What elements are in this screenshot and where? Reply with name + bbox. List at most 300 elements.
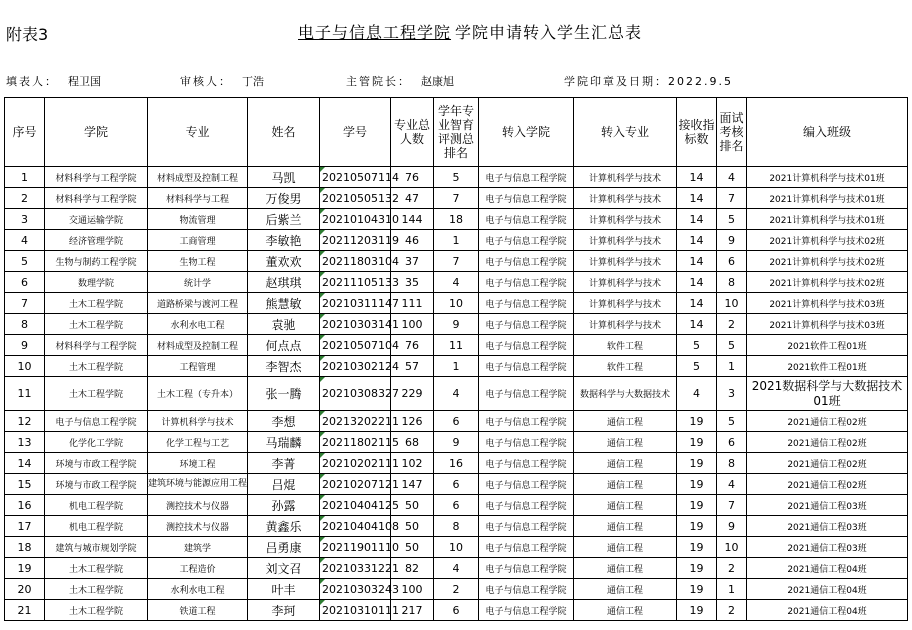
row-college: 材料科学与工程学院 <box>45 335 148 356</box>
preparer-label: 填表人： <box>6 75 58 88</box>
preparer-value: 程卫国 <box>68 75 101 88</box>
row-target-college: 电子与信息工程学院 <box>479 356 574 377</box>
row-class: 2021通信工程03班 <box>747 516 908 537</box>
row-target-college: 电子与信息工程学院 <box>479 411 574 432</box>
row-college: 土木工程学院 <box>45 314 148 335</box>
row-name: 叶丰 <box>248 579 320 600</box>
row-class: 2021计算机科学与技术03班 <box>747 293 908 314</box>
table-row <box>5 293 908 314</box>
row-rank: 4 <box>434 558 479 579</box>
row-college: 数理学院 <box>45 272 148 293</box>
row-interview-rank: 4 <box>717 167 747 188</box>
row-interview-rank: 10 <box>717 537 747 558</box>
row-index: 10 <box>5 356 45 377</box>
row-major: 化学工程与工艺 <box>148 432 248 453</box>
row-major: 工程管理 <box>148 356 248 377</box>
row-class: 2021计算机科学与技术01班 <box>747 209 908 230</box>
row-quota: 5 <box>677 335 717 356</box>
row-rank: 4 <box>434 272 479 293</box>
row-major: 工商管理 <box>148 230 248 251</box>
row-rank: 10 <box>434 537 479 558</box>
row-major: 材料成型及控制工程 <box>148 335 248 356</box>
row-quota: 5 <box>677 356 717 377</box>
row-target-major: 通信工程 <box>574 516 677 537</box>
row-major-total: 37 <box>391 251 434 272</box>
row-target-major: 计算机科学与技术 <box>574 251 677 272</box>
row-major: 建筑学 <box>148 537 248 558</box>
row-interview-rank: 10 <box>717 293 747 314</box>
row-class: 2021通信工程02班 <box>747 474 908 495</box>
row-rank: 2 <box>434 579 479 600</box>
row-target-major: 通信工程 <box>574 453 677 474</box>
row-target-college: 电子与信息工程学院 <box>479 188 574 209</box>
table-row <box>5 495 908 516</box>
row-student-id: 20210311147 <box>320 293 391 314</box>
row-index: 19 <box>5 558 45 579</box>
row-student-id: 20210207121 <box>320 474 391 495</box>
row-major: 建筑环境与能源应用工程 <box>148 474 248 495</box>
row-target-college: 电子与信息工程学院 <box>479 209 574 230</box>
row-index: 20 <box>5 579 45 600</box>
row-index: 7 <box>5 293 45 314</box>
row-class: 2021计算机科学与技术02班 <box>747 251 908 272</box>
row-rank: 1 <box>434 356 479 377</box>
row-major: 环境工程 <box>148 453 248 474</box>
row-student-id: 20210507114 <box>320 167 391 188</box>
row-name: 黄鑫乐 <box>248 516 320 537</box>
table-row <box>5 537 908 558</box>
preparer-field <box>6 73 101 89</box>
row-major-total: 144 <box>391 209 434 230</box>
row-major: 物流管理 <box>148 209 248 230</box>
row-target-major: 计算机科学与技术 <box>574 230 677 251</box>
row-major: 测控技术与仪器 <box>148 516 248 537</box>
header-target-major: 转入专业 <box>574 98 677 167</box>
header-quota: 接收指标数 <box>677 98 717 167</box>
title-suffix: 学院申请转入学生汇总表 <box>455 23 643 42</box>
table-row <box>5 453 908 474</box>
row-name: 张一腾 <box>248 377 320 411</box>
row-name: 吕焜 <box>248 474 320 495</box>
row-index: 13 <box>5 432 45 453</box>
row-major-total: 100 <box>391 314 434 335</box>
row-rank: 6 <box>434 495 479 516</box>
row-major-total: 82 <box>391 558 434 579</box>
row-target-college: 电子与信息工程学院 <box>479 230 574 251</box>
row-major-total: 50 <box>391 537 434 558</box>
header-major-total: 专业总人数 <box>391 98 434 167</box>
row-target-major: 通信工程 <box>574 411 677 432</box>
row-class: 2021通信工程04班 <box>747 600 908 621</box>
row-name: 赵琪琪 <box>248 272 320 293</box>
row-college: 交通运输学院 <box>45 209 148 230</box>
row-major-total: 50 <box>391 516 434 537</box>
row-college: 土木工程学院 <box>45 558 148 579</box>
row-interview-rank: 8 <box>717 272 747 293</box>
row-major-total: 126 <box>391 411 434 432</box>
row-student-id: 20211802115 <box>320 432 391 453</box>
row-student-id: 20210507104 <box>320 335 391 356</box>
row-target-major: 通信工程 <box>574 474 677 495</box>
row-college: 环境与市政工程学院 <box>45 453 148 474</box>
row-class: 2021软件工程01班 <box>747 356 908 377</box>
row-major: 测控技术与仪器 <box>148 495 248 516</box>
row-quota: 14 <box>677 230 717 251</box>
row-class: 2021通信工程02班 <box>747 411 908 432</box>
row-quota: 19 <box>677 453 717 474</box>
row-name: 何点点 <box>248 335 320 356</box>
row-college: 化学化工学院 <box>45 432 148 453</box>
row-student-id: 20211901110 <box>320 537 391 558</box>
row-target-college: 电子与信息工程学院 <box>479 579 574 600</box>
appendix-label: 附表3 <box>6 25 49 44</box>
table-row <box>5 167 908 188</box>
row-student-id: 20210308327 <box>320 377 391 411</box>
row-college: 土木工程学院 <box>45 579 148 600</box>
row-student-id: 20211105133 <box>320 272 391 293</box>
row-student-id: 20210505132 <box>320 188 391 209</box>
row-target-college: 电子与信息工程学院 <box>479 251 574 272</box>
row-rank: 11 <box>434 335 479 356</box>
row-target-college: 电子与信息工程学院 <box>479 293 574 314</box>
transfer-summary-table <box>4 97 908 621</box>
row-name: 李珂 <box>248 600 320 621</box>
row-major-total: 57 <box>391 356 434 377</box>
row-quota: 14 <box>677 188 717 209</box>
row-interview-rank: 5 <box>717 209 747 230</box>
row-quota: 14 <box>677 167 717 188</box>
row-student-id: 20210303141 <box>320 314 391 335</box>
header-target-college: 转入学院 <box>479 98 574 167</box>
row-target-college: 电子与信息工程学院 <box>479 558 574 579</box>
row-target-major: 通信工程 <box>574 579 677 600</box>
row-major: 材料成型及控制工程 <box>148 167 248 188</box>
reviewer-field <box>180 73 264 89</box>
row-major-total: 46 <box>391 230 434 251</box>
header-index: 序号 <box>5 98 45 167</box>
row-class: 2021通信工程04班 <box>747 579 908 600</box>
row-interview-rank: 5 <box>717 411 747 432</box>
row-interview-rank: 6 <box>717 432 747 453</box>
row-major-total: 100 <box>391 579 434 600</box>
row-college: 经济管理学院 <box>45 230 148 251</box>
row-target-college: 电子与信息工程学院 <box>479 272 574 293</box>
row-interview-rank: 2 <box>717 600 747 621</box>
row-target-major: 计算机科学与技术 <box>574 272 677 293</box>
row-major-total: 47 <box>391 188 434 209</box>
row-quota: 19 <box>677 411 717 432</box>
row-quota: 14 <box>677 251 717 272</box>
table-row <box>5 335 908 356</box>
row-student-id: 20210302124 <box>320 356 391 377</box>
row-rank: 9 <box>434 314 479 335</box>
row-major: 道路桥梁与渡河工程 <box>148 293 248 314</box>
table-row <box>5 558 908 579</box>
row-target-college: 电子与信息工程学院 <box>479 377 574 411</box>
row-name: 后紫兰 <box>248 209 320 230</box>
row-index: 8 <box>5 314 45 335</box>
header-major: 专业 <box>148 98 248 167</box>
row-index: 5 <box>5 251 45 272</box>
row-student-id: 20210404125 <box>320 495 391 516</box>
row-major: 工程造价 <box>148 558 248 579</box>
row-target-major: 通信工程 <box>574 558 677 579</box>
header-interview-rank: 面试考核排名 <box>717 98 747 167</box>
row-interview-rank: 1 <box>717 579 747 600</box>
row-rank: 9 <box>434 432 479 453</box>
row-quota: 19 <box>677 516 717 537</box>
row-major: 水利水电工程 <box>148 579 248 600</box>
row-college: 材料科学与工程学院 <box>45 188 148 209</box>
row-name: 李敏艳 <box>248 230 320 251</box>
row-name: 李菁 <box>248 453 320 474</box>
row-quota: 19 <box>677 558 717 579</box>
row-rank: 4 <box>434 377 479 411</box>
header-rank: 学年专业智育评测总排名 <box>434 98 479 167</box>
row-college: 土木工程学院 <box>45 377 148 411</box>
row-class: 2021软件工程01班 <box>747 335 908 356</box>
row-index: 16 <box>5 495 45 516</box>
row-target-major: 计算机科学与技术 <box>574 209 677 230</box>
row-target-major: 计算机科学与技术 <box>574 167 677 188</box>
dean-label: 主管院长： <box>346 75 411 88</box>
row-interview-rank: 9 <box>717 230 747 251</box>
row-target-major: 计算机科学与技术 <box>574 293 677 314</box>
table-row <box>5 516 908 537</box>
row-student-id: 20211203119 <box>320 230 391 251</box>
table-row <box>5 209 908 230</box>
row-target-college: 电子与信息工程学院 <box>479 432 574 453</box>
row-college: 材料科学与工程学院 <box>45 167 148 188</box>
row-index: 6 <box>5 272 45 293</box>
row-student-id: 20211803104 <box>320 251 391 272</box>
row-college: 土木工程学院 <box>45 600 148 621</box>
table-header-row <box>5 98 908 167</box>
row-name: 袁驰 <box>248 314 320 335</box>
row-quota: 19 <box>677 600 717 621</box>
row-index: 14 <box>5 453 45 474</box>
row-class: 2021通信工程04班 <box>747 558 908 579</box>
row-rank: 6 <box>434 600 479 621</box>
row-rank: 8 <box>434 516 479 537</box>
table-row <box>5 356 908 377</box>
row-major-total: 102 <box>391 453 434 474</box>
row-major: 铁道工程 <box>148 600 248 621</box>
page-title <box>240 20 642 43</box>
row-class: 2021计算机科学与技术02班 <box>747 272 908 293</box>
row-quota: 19 <box>677 474 717 495</box>
row-interview-rank: 6 <box>717 251 747 272</box>
row-class: 2021通信工程03班 <box>747 537 908 558</box>
row-name: 吕勇康 <box>248 537 320 558</box>
row-college: 环境与市政工程学院 <box>45 474 148 495</box>
row-interview-rank: 4 <box>717 474 747 495</box>
row-class: 2021计算机科学与技术03班 <box>747 314 908 335</box>
row-class: 2021通信工程02班 <box>747 432 908 453</box>
row-student-id: 20210202111 <box>320 453 391 474</box>
row-index: 1 <box>5 167 45 188</box>
row-college: 建筑与城市规划学院 <box>45 537 148 558</box>
row-student-id: 20213202211 <box>320 411 391 432</box>
row-quota: 14 <box>677 272 717 293</box>
row-index: 12 <box>5 411 45 432</box>
row-quota: 14 <box>677 314 717 335</box>
row-major-total: 76 <box>391 335 434 356</box>
row-index: 21 <box>5 600 45 621</box>
row-target-college: 电子与信息工程学院 <box>479 600 574 621</box>
row-name: 董欢欢 <box>248 251 320 272</box>
row-quota: 19 <box>677 432 717 453</box>
row-major: 水利水电工程 <box>148 314 248 335</box>
row-interview-rank: 7 <box>717 188 747 209</box>
row-rank: 7 <box>434 251 479 272</box>
row-major-total: 68 <box>391 432 434 453</box>
row-target-major: 通信工程 <box>574 537 677 558</box>
table-row <box>5 251 908 272</box>
row-index: 2 <box>5 188 45 209</box>
row-quota: 4 <box>677 377 717 411</box>
row-quota: 19 <box>677 537 717 558</box>
row-interview-rank: 7 <box>717 495 747 516</box>
row-college: 机电工程学院 <box>45 516 148 537</box>
row-interview-rank: 2 <box>717 314 747 335</box>
row-interview-rank: 2 <box>717 558 747 579</box>
row-target-major: 计算机科学与技术 <box>574 188 677 209</box>
row-major: 生物工程 <box>148 251 248 272</box>
row-target-major: 通信工程 <box>574 495 677 516</box>
row-name: 孙露 <box>248 495 320 516</box>
row-college: 电子与信息工程学院 <box>45 411 148 432</box>
row-student-id: 20210404108 <box>320 516 391 537</box>
row-major-total: 35 <box>391 272 434 293</box>
header-name: 姓名 <box>248 98 320 167</box>
dean-field <box>346 73 454 89</box>
date-label: 学院印章及日期：2022.9.5 <box>564 75 733 88</box>
row-index: 9 <box>5 335 45 356</box>
row-student-id: 20210331221 <box>320 558 391 579</box>
row-rank: 6 <box>434 474 479 495</box>
row-name: 万俊男 <box>248 188 320 209</box>
row-index: 4 <box>5 230 45 251</box>
row-interview-rank: 5 <box>717 335 747 356</box>
row-quota: 19 <box>677 579 717 600</box>
row-rank: 7 <box>434 188 479 209</box>
row-quota: 14 <box>677 293 717 314</box>
table-row <box>5 432 908 453</box>
header-class: 编入班级 <box>747 98 908 167</box>
row-index: 3 <box>5 209 45 230</box>
row-college: 土木工程学院 <box>45 293 148 314</box>
row-name: 李智杰 <box>248 356 320 377</box>
row-major: 计算机科学与技术 <box>148 411 248 432</box>
row-name: 马瑞麟 <box>248 432 320 453</box>
row-major-total: 229 <box>391 377 434 411</box>
row-target-college: 电子与信息工程学院 <box>479 167 574 188</box>
row-interview-rank: 9 <box>717 516 747 537</box>
table-row <box>5 230 908 251</box>
row-major: 材料科学与工程 <box>148 188 248 209</box>
row-major: 土木工程（专升本） <box>148 377 248 411</box>
row-name: 马凯 <box>248 167 320 188</box>
dean-value: 赵康旭 <box>421 75 454 88</box>
table-row <box>5 474 908 495</box>
row-student-id: 20210104310 <box>320 209 391 230</box>
table-row <box>5 579 908 600</box>
row-major-total: 217 <box>391 600 434 621</box>
row-class: 2021计算机科学与技术02班 <box>747 230 908 251</box>
row-major-total: 111 <box>391 293 434 314</box>
row-student-id: 20210310111 <box>320 600 391 621</box>
college-name: 电子与信息工程学院 <box>298 23 452 42</box>
row-class: 2021通信工程03班 <box>747 495 908 516</box>
row-class: 2021计算机科学与技术01班 <box>747 188 908 209</box>
table-row <box>5 188 908 209</box>
row-target-major: 计算机科学与技术 <box>574 314 677 335</box>
row-class: 2021计算机科学与技术01班 <box>747 167 908 188</box>
row-target-major: 通信工程 <box>574 432 677 453</box>
row-target-major: 软件工程 <box>574 356 677 377</box>
row-college: 生物与制药工程学院 <box>45 251 148 272</box>
row-target-college: 电子与信息工程学院 <box>479 314 574 335</box>
row-name: 刘文召 <box>248 558 320 579</box>
row-student-id: 20210303243 <box>320 579 391 600</box>
row-college: 土木工程学院 <box>45 356 148 377</box>
row-interview-rank: 8 <box>717 453 747 474</box>
date-field <box>564 73 733 89</box>
row-target-college: 电子与信息工程学院 <box>479 453 574 474</box>
row-class: 2021数据科学与大数据技术01班 <box>747 377 908 411</box>
header-student-id: 学号 <box>320 98 391 167</box>
reviewer-value: 丁浩 <box>242 75 264 88</box>
row-target-college: 电子与信息工程学院 <box>479 495 574 516</box>
row-interview-rank: 3 <box>717 377 747 411</box>
table-row <box>5 272 908 293</box>
row-name: 熊慧敏 <box>248 293 320 314</box>
row-name: 李想 <box>248 411 320 432</box>
row-rank: 5 <box>434 167 479 188</box>
row-quota: 19 <box>677 495 717 516</box>
row-interview-rank: 1 <box>717 356 747 377</box>
row-rank: 6 <box>434 411 479 432</box>
row-target-major: 通信工程 <box>574 600 677 621</box>
table-row <box>5 377 908 411</box>
row-index: 18 <box>5 537 45 558</box>
row-target-college: 电子与信息工程学院 <box>479 474 574 495</box>
row-index: 17 <box>5 516 45 537</box>
row-target-major: 软件工程 <box>574 335 677 356</box>
row-target-college: 电子与信息工程学院 <box>479 537 574 558</box>
table-row <box>5 314 908 335</box>
row-class: 2021通信工程02班 <box>747 453 908 474</box>
row-major: 统计学 <box>148 272 248 293</box>
reviewer-label: 审核人： <box>180 75 232 88</box>
row-major-total: 76 <box>391 167 434 188</box>
row-target-college: 电子与信息工程学院 <box>479 516 574 537</box>
header-college: 学院 <box>45 98 148 167</box>
row-rank: 18 <box>434 209 479 230</box>
row-target-major: 数据科学与大数据技术 <box>574 377 677 411</box>
row-index: 15 <box>5 474 45 495</box>
row-quota: 14 <box>677 209 717 230</box>
row-major-total: 50 <box>391 495 434 516</box>
table-row <box>5 600 908 621</box>
row-rank: 16 <box>434 453 479 474</box>
row-index: 11 <box>5 377 45 411</box>
row-rank: 1 <box>434 230 479 251</box>
row-college: 机电工程学院 <box>45 495 148 516</box>
row-target-college: 电子与信息工程学院 <box>479 335 574 356</box>
table-row <box>5 411 908 432</box>
